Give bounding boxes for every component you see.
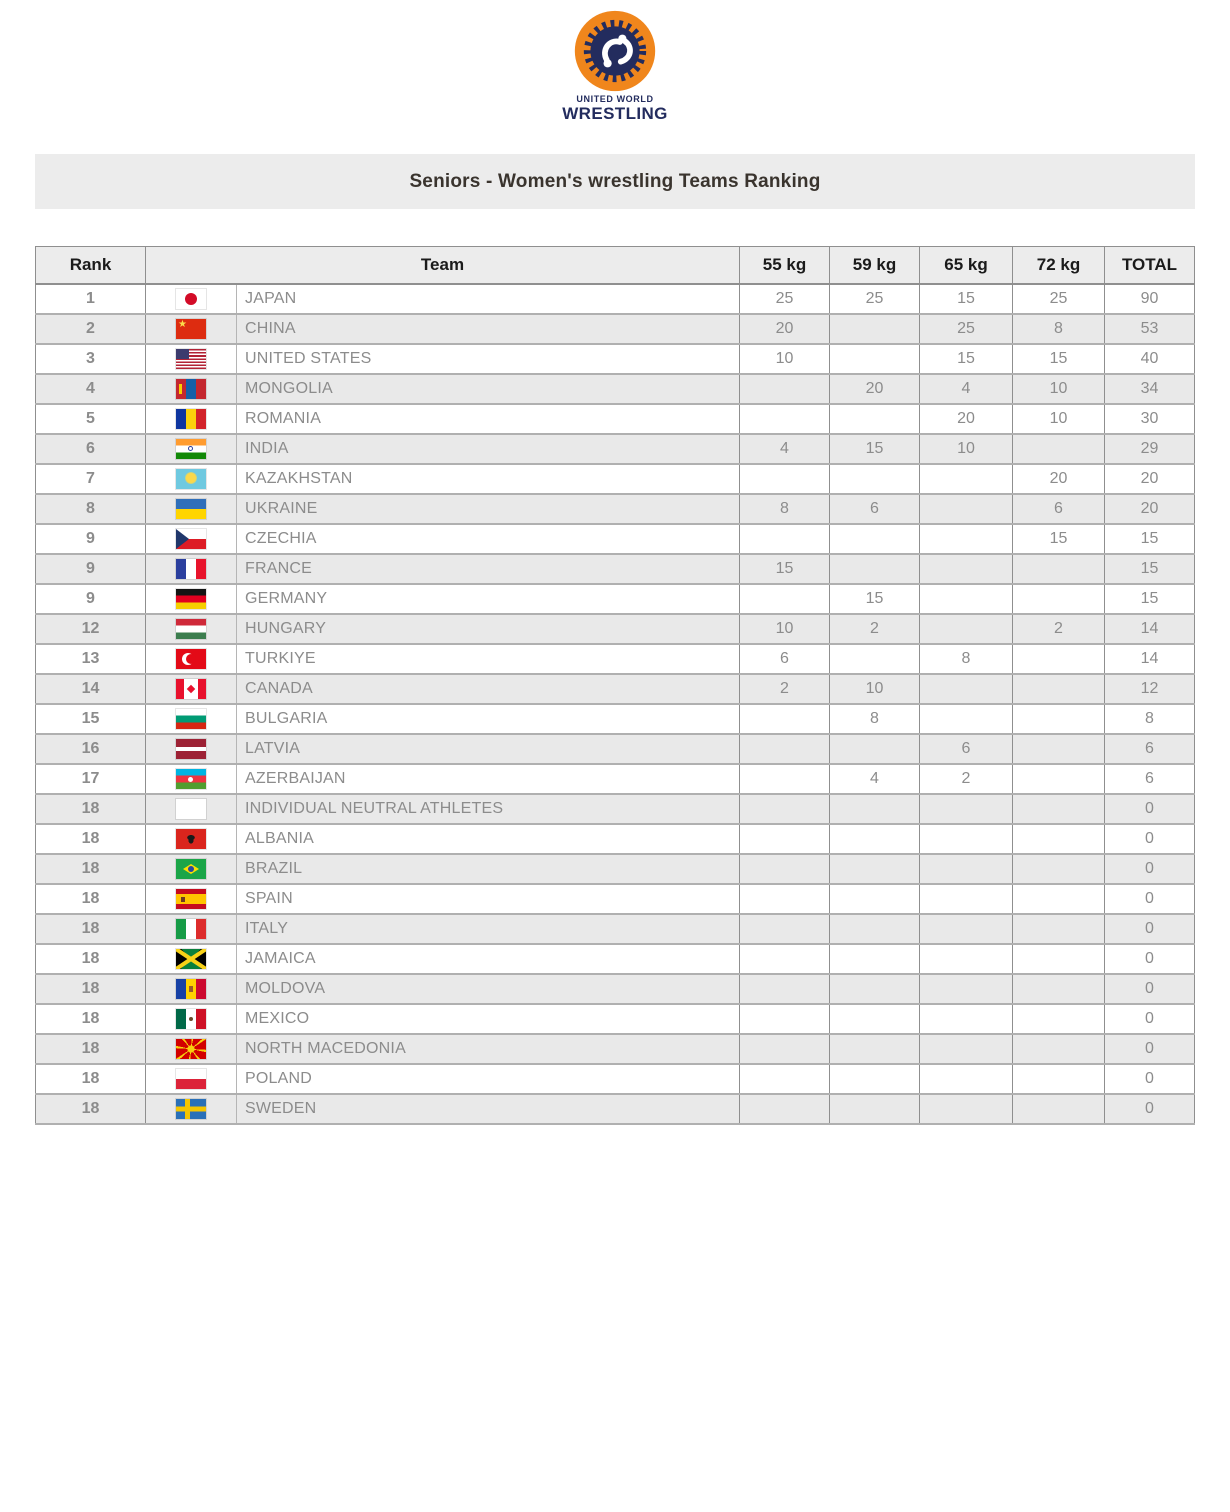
score-65kg-cell [920,1064,1013,1094]
rank-cell: 18 [36,1004,146,1034]
rank-cell: 9 [36,584,146,614]
rank-cell: 18 [36,1034,146,1064]
flag-cell [146,1064,237,1094]
score-65kg-cell: 4 [920,374,1013,404]
table-row [36,734,1195,764]
table-row [36,764,1195,794]
score-59kg-cell [830,464,920,494]
score-65kg-cell [920,944,1013,974]
table-row [36,704,1195,734]
team-name-cell: SWEDEN [237,1094,740,1124]
score-59kg-cell [830,1094,920,1124]
score-55kg-cell: 10 [740,344,830,374]
rank-cell: 9 [36,554,146,584]
score-total-cell: 15 [1105,554,1195,584]
score-total-cell: 34 [1105,374,1195,404]
score-59kg-cell [830,1064,920,1094]
rank-cell: 18 [36,944,146,974]
flag-cell [146,824,237,854]
table-row [36,344,1195,374]
country-flag-icon [176,889,206,909]
team-name-cell: POLAND [237,1064,740,1094]
score-59kg-cell [830,734,920,764]
rank-cell: 18 [36,914,146,944]
table-body [36,284,1195,1124]
country-flag-icon [176,1069,206,1089]
score-total-cell: 30 [1105,404,1195,434]
flag-cell [146,914,237,944]
score-total-cell: 8 [1105,704,1195,734]
team-name-cell: LATVIA [237,734,740,764]
flag-cell [146,884,237,914]
score-59kg-cell: 2 [830,614,920,644]
team-name-cell: GERMANY [237,584,740,614]
flag-cell [146,524,237,554]
score-total-cell: 29 [1105,434,1195,464]
table-row [36,554,1195,584]
table-row [36,854,1195,884]
score-total-cell: 90 [1105,284,1195,314]
score-59kg-cell: 4 [830,764,920,794]
page-title: Seniors - Women's wrestling Teams Ranking [409,171,821,192]
score-59kg-cell [830,344,920,374]
score-72kg-cell [1013,854,1105,884]
score-total-cell: 6 [1105,764,1195,794]
score-65kg-cell [920,464,1013,494]
table-row [36,494,1195,524]
score-55kg-cell [740,794,830,824]
score-72kg-cell [1013,1034,1105,1064]
table-row [36,584,1195,614]
header-team: Team [146,247,740,285]
score-55kg-cell [740,464,830,494]
score-65kg-cell [920,884,1013,914]
score-65kg-cell: 20 [920,404,1013,434]
rank-cell: 9 [36,524,146,554]
score-65kg-cell [920,674,1013,704]
score-59kg-cell: 25 [830,284,920,314]
score-total-cell: 6 [1105,734,1195,764]
score-72kg-cell [1013,644,1105,674]
score-59kg-cell [830,854,920,884]
rank-cell: 18 [36,824,146,854]
score-59kg-cell [830,644,920,674]
score-59kg-cell: 6 [830,494,920,524]
table-row [36,1004,1195,1034]
score-59kg-cell: 15 [830,584,920,614]
team-name-cell: FRANCE [237,554,740,584]
team-name-cell: INDIA [237,434,740,464]
score-total-cell: 0 [1105,1094,1195,1124]
score-72kg-cell [1013,1004,1105,1034]
score-72kg-cell [1013,974,1105,1004]
score-65kg-cell [920,494,1013,524]
score-55kg-cell: 4 [740,434,830,464]
score-55kg-cell: 20 [740,314,830,344]
table-row [36,284,1195,314]
score-59kg-cell [830,824,920,854]
flag-cell [146,854,237,884]
score-65kg-cell [920,1034,1013,1064]
score-72kg-cell [1013,704,1105,734]
score-55kg-cell [740,1064,830,1094]
score-total-cell: 0 [1105,944,1195,974]
flag-cell [146,1094,237,1124]
team-name-cell: CZECHIA [237,524,740,554]
team-name-cell: ALBANIA [237,824,740,854]
score-72kg-cell [1013,794,1105,824]
team-name-cell: MONGOLIA [237,374,740,404]
score-59kg-cell [830,914,920,944]
table-row [36,524,1195,554]
score-59kg-cell: 10 [830,674,920,704]
score-65kg-cell [920,524,1013,554]
score-72kg-cell [1013,884,1105,914]
score-65kg-cell [920,974,1013,1004]
country-flag-icon [176,919,206,939]
rank-cell: 15 [36,704,146,734]
flag-cell [146,434,237,464]
rank-cell: 3 [36,344,146,374]
country-flag-icon [176,859,206,879]
team-name-cell: BRAZIL [237,854,740,884]
rank-cell: 5 [36,404,146,434]
rank-cell: 4 [36,374,146,404]
page [35,0,1195,1125]
flag-cell [146,494,237,524]
country-flag-icon [176,1009,206,1029]
uww-logo [35,10,1195,150]
table-row [36,914,1195,944]
score-total-cell: 12 [1105,674,1195,704]
flag-cell [146,404,237,434]
score-65kg-cell: 2 [920,764,1013,794]
score-59kg-cell: 20 [830,374,920,404]
country-flag-icon [176,619,206,639]
score-72kg-cell [1013,734,1105,764]
team-name-cell: AZERBAIJAN [237,764,740,794]
score-55kg-cell: 8 [740,494,830,524]
table-row [36,1064,1195,1094]
country-flag-icon [176,379,206,399]
team-name-cell: ROMANIA [237,404,740,434]
score-total-cell: 14 [1105,614,1195,644]
score-55kg-cell: 2 [740,674,830,704]
score-72kg-cell [1013,1094,1105,1124]
team-name-cell: INDIVIDUAL NEUTRAL ATHLETES [237,794,740,824]
table-row [36,794,1195,824]
flag-cell [146,314,237,344]
country-flag-icon [176,349,206,369]
score-65kg-cell: 25 [920,314,1013,344]
score-72kg-cell: 2 [1013,614,1105,644]
score-72kg-cell [1013,824,1105,854]
country-flag-icon [176,799,206,819]
score-65kg-cell [920,1094,1013,1124]
score-65kg-cell [920,584,1013,614]
score-59kg-cell [830,524,920,554]
score-65kg-cell [920,794,1013,824]
score-72kg-cell [1013,554,1105,584]
rank-cell: 14 [36,674,146,704]
score-72kg-cell [1013,674,1105,704]
country-flag-icon [176,409,206,429]
score-59kg-cell [830,944,920,974]
flag-cell [146,1004,237,1034]
score-total-cell: 40 [1105,344,1195,374]
rank-cell: 18 [36,794,146,824]
flag-cell [146,1034,237,1064]
table-row [36,674,1195,704]
score-59kg-cell: 8 [830,704,920,734]
rank-cell: 2 [36,314,146,344]
flag-cell [146,554,237,584]
score-55kg-cell [740,524,830,554]
flag-cell [146,284,237,314]
country-flag-icon [176,829,206,849]
country-flag-icon [176,289,206,309]
team-name-cell: CHINA [237,314,740,344]
rank-cell: 17 [36,764,146,794]
rank-cell: 18 [36,974,146,1004]
score-55kg-cell [740,734,830,764]
table-row [36,1034,1195,1064]
uww-wrestlers-emblem-icon [574,10,656,92]
flag-cell [146,584,237,614]
score-72kg-cell [1013,914,1105,944]
score-total-cell: 0 [1105,794,1195,824]
score-55kg-cell [740,704,830,734]
flag-cell [146,674,237,704]
header-72kg: 72 kg [1013,247,1105,285]
title-bar [35,154,1195,209]
score-total-cell: 20 [1105,464,1195,494]
header-59kg: 59 kg [830,247,920,285]
table-row [36,614,1195,644]
score-72kg-cell [1013,1064,1105,1094]
score-55kg-cell [740,1004,830,1034]
score-72kg-cell: 15 [1013,344,1105,374]
country-flag-icon [176,469,206,489]
score-65kg-cell: 10 [920,434,1013,464]
logo-text-wrestling: WRESTLING [562,104,668,123]
flag-cell [146,464,237,494]
team-name-cell: UNITED STATES [237,344,740,374]
header-total: TOTAL [1105,247,1195,285]
score-65kg-cell [920,854,1013,884]
score-55kg-cell [740,374,830,404]
team-name-cell: HUNGARY [237,614,740,644]
country-flag-icon [176,739,206,759]
team-name-cell: UKRAINE [237,494,740,524]
rank-cell: 13 [36,644,146,674]
flag-cell [146,644,237,674]
table-row [36,884,1195,914]
table-row [36,374,1195,404]
team-name-cell: CANADA [237,674,740,704]
country-flag-icon [176,319,206,339]
score-59kg-cell [830,974,920,1004]
rank-cell: 16 [36,734,146,764]
table-row [36,944,1195,974]
team-name-cell: NORTH MACEDONIA [237,1034,740,1064]
rank-cell: 8 [36,494,146,524]
flag-cell [146,704,237,734]
rank-cell: 12 [36,614,146,644]
score-total-cell: 15 [1105,584,1195,614]
flag-cell [146,614,237,644]
score-59kg-cell [830,884,920,914]
score-65kg-cell: 15 [920,344,1013,374]
score-72kg-cell: 8 [1013,314,1105,344]
country-flag-icon [176,679,206,699]
country-flag-icon [176,529,206,549]
team-name-cell: JAMAICA [237,944,740,974]
rank-cell: 18 [36,1094,146,1124]
country-flag-icon [176,559,206,579]
score-55kg-cell [740,404,830,434]
score-55kg-cell [740,1034,830,1064]
score-total-cell: 0 [1105,854,1195,884]
score-59kg-cell [830,314,920,344]
flag-cell [146,974,237,1004]
header-65kg: 65 kg [920,247,1013,285]
score-55kg-cell: 25 [740,284,830,314]
table-row [36,314,1195,344]
country-flag-icon [176,709,206,729]
flag-cell [146,944,237,974]
score-total-cell: 0 [1105,974,1195,1004]
score-72kg-cell [1013,944,1105,974]
score-65kg-cell [920,704,1013,734]
score-55kg-cell [740,584,830,614]
country-flag-icon [176,1039,206,1059]
country-flag-icon [176,649,206,669]
score-59kg-cell [830,554,920,584]
score-65kg-cell [920,614,1013,644]
score-65kg-cell: 8 [920,644,1013,674]
score-59kg-cell: 15 [830,434,920,464]
flag-cell [146,764,237,794]
score-55kg-cell: 10 [740,614,830,644]
score-total-cell: 14 [1105,644,1195,674]
country-flag-icon [176,589,206,609]
score-72kg-cell [1013,434,1105,464]
rank-cell: 7 [36,464,146,494]
score-55kg-cell [740,854,830,884]
score-total-cell: 0 [1105,1064,1195,1094]
score-72kg-cell: 10 [1013,374,1105,404]
team-name-cell: MOLDOVA [237,974,740,1004]
score-total-cell: 0 [1105,914,1195,944]
score-55kg-cell: 6 [740,644,830,674]
table-row [36,644,1195,674]
score-total-cell: 15 [1105,524,1195,554]
country-flag-icon [176,979,206,999]
country-flag-icon [176,439,206,459]
score-55kg-cell [740,1094,830,1124]
score-59kg-cell [830,1034,920,1064]
rank-cell: 18 [36,884,146,914]
score-72kg-cell: 10 [1013,404,1105,434]
logo-text-united-world: UNITED WORLD [576,94,654,104]
team-name-cell: SPAIN [237,884,740,914]
score-total-cell: 53 [1105,314,1195,344]
flag-cell [146,374,237,404]
table-row [36,974,1195,1004]
team-name-cell: BULGARIA [237,704,740,734]
team-name-cell: ITALY [237,914,740,944]
score-total-cell: 0 [1105,824,1195,854]
score-65kg-cell [920,1004,1013,1034]
score-65kg-cell: 15 [920,284,1013,314]
team-name-cell: TURKIYE [237,644,740,674]
country-flag-icon [176,769,206,789]
score-55kg-cell [740,974,830,1004]
score-72kg-cell: 20 [1013,464,1105,494]
header-55kg: 55 kg [740,247,830,285]
table-row [36,824,1195,854]
score-55kg-cell [740,944,830,974]
score-72kg-cell: 15 [1013,524,1105,554]
header-row [36,247,1195,285]
table-row [36,404,1195,434]
header-rank: Rank [36,247,146,285]
score-55kg-cell: 15 [740,554,830,584]
score-55kg-cell [740,884,830,914]
score-55kg-cell [740,824,830,854]
team-name-cell: KAZAKHSTAN [237,464,740,494]
score-59kg-cell [830,404,920,434]
table-row [36,434,1195,464]
table-header [36,247,1195,285]
score-55kg-cell [740,914,830,944]
score-total-cell: 0 [1105,1034,1195,1064]
country-flag-icon [176,499,206,519]
score-total-cell: 20 [1105,494,1195,524]
rank-cell: 6 [36,434,146,464]
score-72kg-cell: 6 [1013,494,1105,524]
country-flag-icon [176,949,206,969]
ranking-table [35,246,1195,1125]
rank-cell: 18 [36,854,146,884]
score-65kg-cell [920,554,1013,584]
flag-cell [146,734,237,764]
score-65kg-cell: 6 [920,734,1013,764]
score-55kg-cell [740,764,830,794]
score-total-cell: 0 [1105,1004,1195,1034]
score-72kg-cell: 25 [1013,284,1105,314]
score-59kg-cell [830,794,920,824]
score-65kg-cell [920,824,1013,854]
team-name-cell: JAPAN [237,284,740,314]
rank-cell: 18 [36,1064,146,1094]
team-name-cell: MEXICO [237,1004,740,1034]
score-72kg-cell [1013,584,1105,614]
flag-cell [146,794,237,824]
score-59kg-cell [830,1004,920,1034]
table-row [36,1094,1195,1124]
country-flag-icon [176,1099,206,1119]
score-65kg-cell [920,914,1013,944]
table-row [36,464,1195,494]
rank-cell: 1 [36,284,146,314]
score-72kg-cell [1013,764,1105,794]
score-total-cell: 0 [1105,884,1195,914]
flag-cell [146,344,237,374]
